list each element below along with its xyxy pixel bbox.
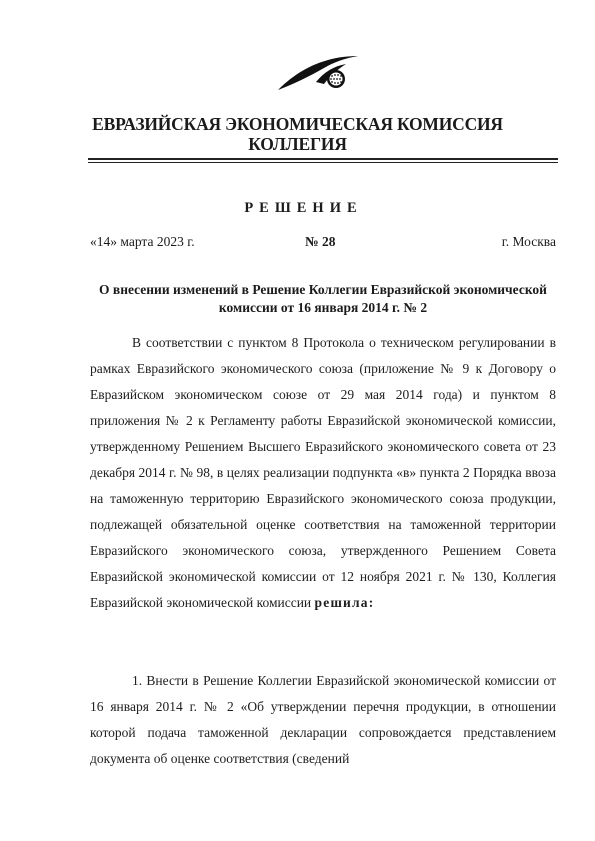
department-name: КОЛЛЕГИЯ — [248, 134, 347, 154]
eec-emblem-icon — [276, 52, 360, 92]
body-paragraph-1 — [90, 330, 556, 616]
paragraph-1-emphasis: решила: — [314, 595, 375, 610]
document-city: г. Москва — [501, 234, 556, 249]
header-divider-thin — [88, 162, 558, 163]
document-meta-row — [90, 234, 556, 252]
document-number: № 28 — [305, 234, 336, 249]
document-type-title: РЕШЕНИЕ — [244, 200, 363, 216]
document-date: «14» марта 2023 г. — [90, 234, 195, 249]
paragraph-1-text: В соответствии с пунктом 8 Протокола о техническом регулировании в рамках Евразийского экономического союза (приложение № 9 к Договору о Евразийском экономическом союзе от 29 мая 2014 года) и пунктом 8 приложения № 2 к Регламенту работы Евразийской экономической комиссии, утвержденному Решением Высшего Евразийского экономического совета от 23 декабря 2014 г. № 98, в целях реализации подпункта «в» пункта 2 Порядка ввоза на таможенную территорию Евразийского экономического союза продукции, подлежащей обязательной оценке соответствия на таможенной территории Евразийского экономического союза, утвержденного Решением Совета Евразийской экономической комиссии от 12 ноября 2021 г. № 130, Коллегия Евразийской экономической комиссии — [90, 335, 556, 610]
organization-name: ЕВРАЗИЙСКАЯ ЭКОНОМИЧЕСКАЯ КОМИССИЯ — [92, 114, 503, 134]
body-paragraph-2: 1. Внести в Решение Коллегии Евразийской экономической комиссии от 16 января 2014 г. № 2 «Об утверждении перечня продукции, в отношении которой подача таможенной декларации сопровождается представлением документа об оценке соответствия (сведений — [90, 673, 556, 766]
header-divider-thick — [88, 158, 558, 160]
document-subject: О внесении изменений в Решение Коллегии Евразийской экономической комиссии от 16 января 2014 г. № 2 — [99, 282, 547, 315]
